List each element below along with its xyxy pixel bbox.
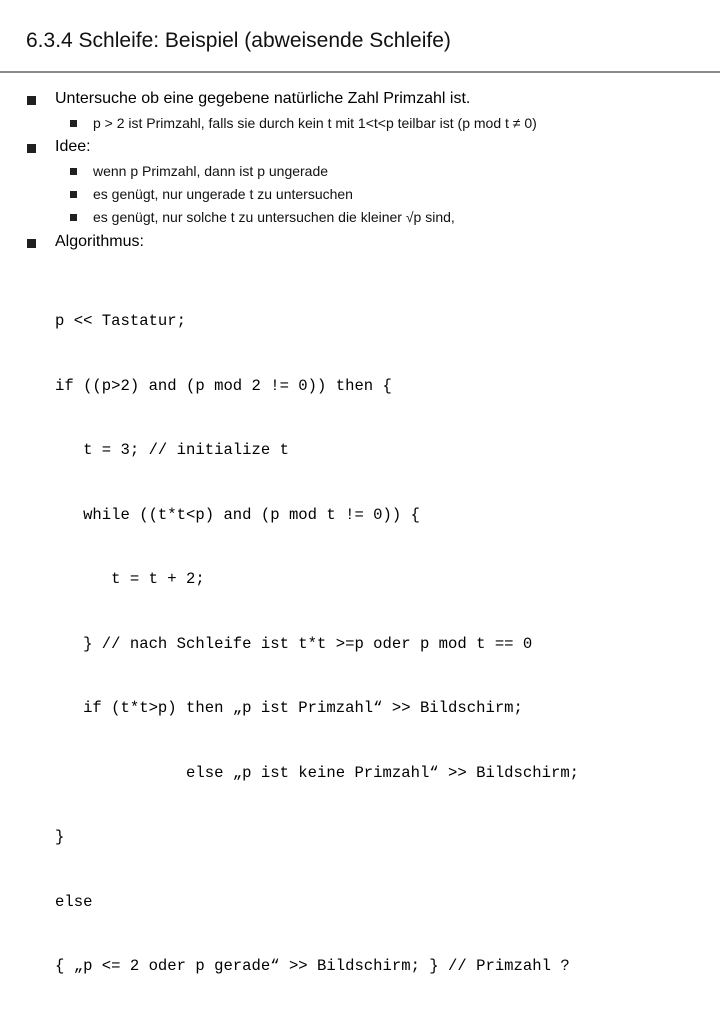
code-line: if ((p>2) and (p mod 2 != 0)) then { xyxy=(55,376,392,395)
title-divider xyxy=(0,71,720,73)
code-line: if (t*t>p) then „p ist Primzahl“ >> Bildschirm; xyxy=(55,699,523,717)
sub-bullet-square-icon xyxy=(70,168,77,175)
bullet-text: Untersuche ob eine gegebene natürliche Zahl Primzahl ist. xyxy=(55,90,471,107)
code-line: { „p <= 2 oder p gerade“ >> Bildschirm; } // Primzahl ? xyxy=(55,957,570,975)
bullet-square-icon xyxy=(27,96,36,105)
code-line: while ((t*t<p) and (p mod t != 0)) { xyxy=(55,505,420,524)
bullet-text: Idee: xyxy=(55,138,91,155)
sub-bullet-square-icon xyxy=(70,191,77,198)
code-line: t = t + 2; xyxy=(55,570,205,588)
code-line: } // nach Schleife ist t*t >=p oder p mod t == 0 xyxy=(55,634,533,653)
code-line: p << Tastatur; xyxy=(55,312,187,330)
slide-title: 6.3.4 Schleife: Beispiel (abweisende Schleife) xyxy=(26,29,451,52)
code-line: else „p ist keine Primzahl“ >> Bildschirm; xyxy=(55,763,580,782)
code-line: } xyxy=(55,828,65,846)
code-line: t = 3; // initialize t xyxy=(55,441,289,459)
sub-bullet-text: es genügt, nur solche t zu untersuchen die kleiner √p sind, xyxy=(93,209,455,225)
bullet-text: Algorithmus: xyxy=(55,233,144,250)
code-block xyxy=(55,268,579,1021)
sub-bullet-square-icon xyxy=(70,120,77,127)
sub-bullet-text: wenn p Primzahl, dann ist p ungerade xyxy=(93,163,329,179)
code-line: else xyxy=(55,892,93,911)
bullet-square-icon xyxy=(27,239,36,248)
bullet-square-icon xyxy=(27,144,36,153)
sub-bullet-text: es genügt, nur ungerade t zu untersuchen xyxy=(93,186,353,202)
sub-bullet-square-icon xyxy=(70,214,77,221)
sub-bullet-text: p > 2 ist Primzahl, falls sie durch kein t mit 1<t<p teilbar ist (p mod t ≠ 0) xyxy=(93,115,537,131)
